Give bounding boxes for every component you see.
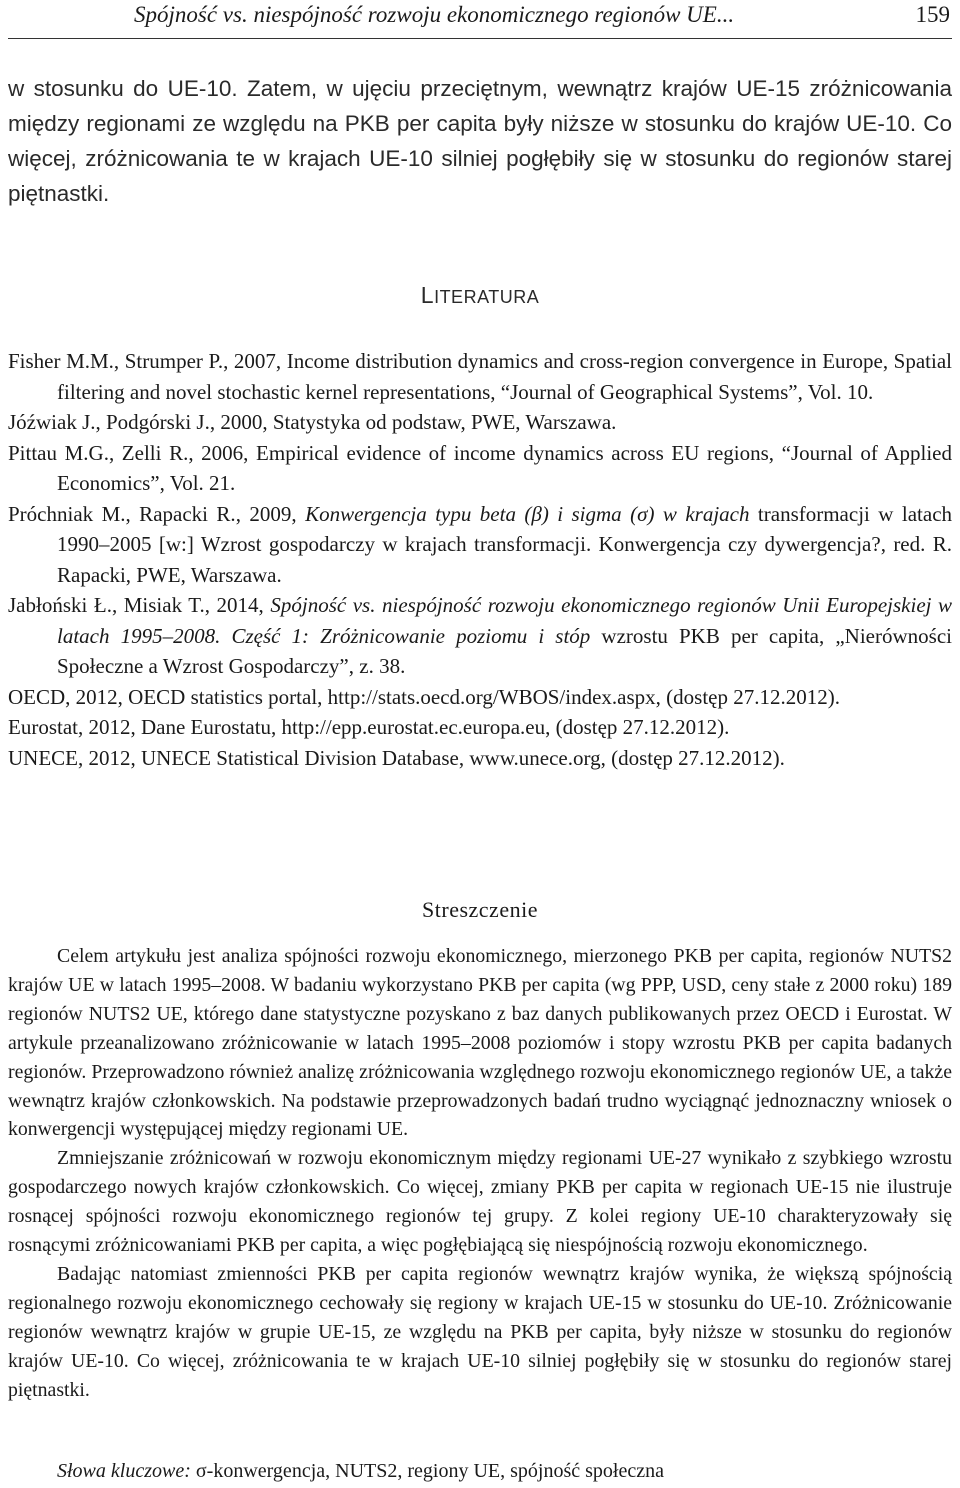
reference-text: , 2012, OECD statistics portal, http://stats.oecd.org/WBOS/index.aspx, (dostęp 27.12.2012). — [65, 684, 840, 709]
reference-text: , 2014, — [204, 593, 271, 617]
literatura-heading-rest: ITERATURA — [434, 287, 540, 307]
header-rule — [8, 38, 952, 39]
running-header — [0, 0, 960, 40]
abstract-paragraph: Zmniejszanie zróżnicowań w rozwoju ekonomicznym między regionami UE-27 wynikało z szybkiego wzrostu gospodarczego nowych krajów członkowskich. Co więcej, zmiany PKB per capita w regionach UE-15 nie ilustruje rosnącej spójności rozwoju ekonomicznego regionów tej grupy. Z kolei regiony UE-10 charakteryzowały się rosnącymi zróżnicowaniami PKB per capita, a więc pogłębiającą się niespójnością rozwoju ekonomicznego. — [8, 1147, 952, 1257]
running-title: Spójność vs. niespójność rozwoju ekonomicznego regionów UE... — [134, 2, 735, 27]
keywords-label: Słowa kluczowe: — [57, 1460, 191, 1482]
keywords-list: σ-konwergencja, NUTS2, regiony UE, spójność społeczna — [195, 1460, 664, 1482]
abstract-body — [8, 942, 952, 1405]
reference-text: , 2009, — [235, 501, 306, 526]
reference-item — [8, 499, 952, 591]
reference-author: Próchniak M., Rapacki R. — [8, 501, 236, 526]
reference-text: , 2007, Income distribution dynamics and cross-region convergence in Europe, Spatial filtering and novel stochastic kernel representations, “Journal of Geographical Systems”, Vol. 10. — [57, 349, 952, 404]
reference-text: , 2006, Empirical evidence of income dynamics across EU regions, “Journal of Applied Economics”, Vol. 21. — [57, 440, 952, 495]
reference-author: OECD — [8, 684, 66, 709]
reference-list — [8, 346, 952, 773]
reference-author: UNECE — [8, 745, 78, 770]
abstract-paragraph: Celem artykułu jest analiza spójności rozwoju ekonomicznego, mierzonego PKB per capita, regionów NUTS2 krajów UE w latach 1995–2008. W badaniu wykorzystano PKB per capita (wg PPP, USD, ceny stałe z 2000 roku) 189 regionów NUTS2 UE, którego dane statystyczne pozyskano z baz danych publikowanych przez OECD i Eurostat. W artykule przeanalizowano zróżnicowanie w latach 1995–2008 poziomów i stopy wzrostu PKB per capita badanych regionów. Przeprowadzono również analizę zróżnicowania względnego rozwoju ekonomicznego regionów UE, a także wewnątrz krajów członkowskich. Na podstawie przeprowadzonych badań trudno wyciągnąć jednoznaczny wniosek o konwergencji występującej między regionami UE. — [8, 945, 952, 1141]
reference-title: Spójność vs. niespójność rozwoju ekonomicznego regionów Unii Europejskiej w latach 1995–2008. Część 1: Zróżnicowanie poziomu i stóp — [57, 593, 953, 648]
reference-author: Jóźwiak J., Podgórski J. — [8, 410, 210, 434]
reference-item — [8, 438, 952, 499]
reference-item — [8, 346, 952, 407]
reference-item — [8, 590, 952, 682]
reference-author: Pittau M.G., Zelli R. — [8, 440, 189, 465]
reference-author: Eurostat — [8, 715, 78, 739]
reference-text: , 2012, UNECE Statistical Division Database, www.unece.org, (dostęp 27.12.2012). — [78, 745, 785, 770]
reference-text: , 2000, Statystyka od podstaw, PWE, Warszawa. — [209, 410, 617, 434]
reference-title: Konwergencja typu beta (β) i sigma (σ) w krajach — [305, 501, 750, 526]
reference-text: , 2012, Dane Eurostatu, http://epp.eurostat.ec.europa.eu, (dostęp 27.12.2012). — [77, 715, 730, 739]
body-paragraph: w stosunku do UE-10. Zatem, w ujęciu przeciętnym, wewnątrz krajów UE-15 zróżnicowania między regionami ze względu na PKB per capita były niższe w stosunku do krajów UE-10. Co więcej, zróżnicowania te w krajach UE-10 silniej pogłębiły się w stosunku do regionów starej piętnastki. — [8, 76, 952, 206]
streszczenie-heading: Streszczenie — [422, 897, 538, 922]
literatura-heading — [0, 282, 960, 309]
reference-item — [8, 743, 952, 774]
reference-text: transformacji w latach 1990–2005 [w:] Wzrost gospodarczy w krajach transformacji. Konwergencja czy dywergencja?, red. R. Rapacki, PWE, Warszawa. — [57, 501, 953, 587]
reference-author: Fisher M.M., Strumper P. — [8, 349, 224, 373]
reference-item — [8, 712, 952, 743]
reference-item — [8, 407, 952, 438]
reference-text: wzrostu PKB per capita, „Nierówności Społeczne a Wzrost Gospodarczy”, z. 38. — [57, 623, 952, 678]
abstract-paragraph: Badając natomiast zmienności PKB per capita regionów wewnątrz krajów wynika, że większą spójnością regionalnego rozwoju ekonomicznego cechowały się regiony w krajach UE-15 w stosunku do UE-10. Zróżnicowanie regionów wewnątrz krajów w grupie UE-15, ze względu na PKB per capita, były niższe w stosunku do regionów krajów UE-10. Co więcej, zróżnicowania te w krajach UE-10 silniej pogłębiły się w stosunku do regionów starej piętnastki. — [8, 1262, 952, 1401]
reference-item — [8, 682, 952, 713]
keywords-line — [57, 1460, 664, 1483]
reference-author: Jabłoński Ł., Misiak T. — [8, 593, 205, 617]
page-number: 159 — [915, 2, 950, 27]
literatura-heading-initial: L — [420, 282, 435, 308]
